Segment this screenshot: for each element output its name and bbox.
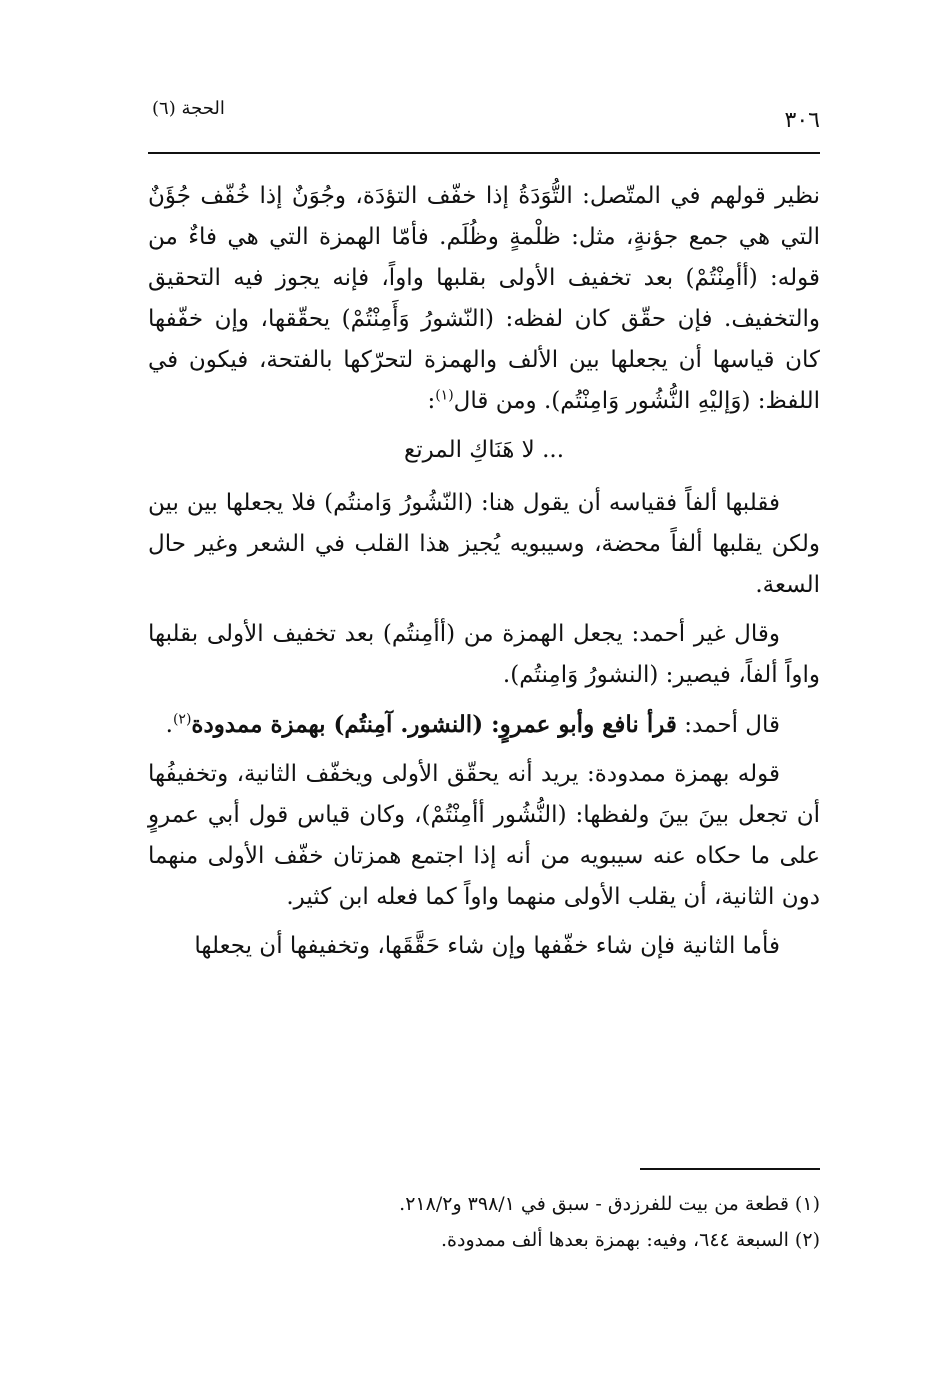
footnote-2: (٢) السبعة ٦٤٤، وفيه: بهمزة بعدها ألف ممدودة. (441, 1229, 820, 1251)
paragraph-4-bold: قرأ نافع وأبو عمروٍ: (النشور. آمِنتُم) بهمزة ممدودة (191, 711, 677, 738)
paragraph-6: فأما الثانية فإن شاء خفّفها وإن شاء حَقَّقَها، وتخفيفها أن يجعلها (194, 933, 780, 959)
footnote-rule (640, 1168, 820, 1170)
footnote-ref-1: (١) (435, 387, 454, 404)
footnotes (148, 1186, 820, 1258)
paragraph-3: وقال غير أحمد: يجعل الهمزة من (أأمِنتُم) بعد تخفيف الأولى بقلبها واواً ألفاً، فيصير: (النشورُ وَامِنتُم). (148, 621, 820, 688)
header-title: الحجة (٦) (152, 98, 225, 119)
footnote-1: (١) قطعة من بيت للفرزدق - سبق في ٣٩٨/١ و٢١٨/٢. (399, 1193, 820, 1215)
footnote-ref-2: (٢) (172, 711, 192, 728)
paragraph-1-end: : (427, 388, 436, 414)
paragraph-5: قوله بهمزة ممدودة: يريد أنه يحقّق الأولى ويخفّف الثانية، وتخفيفُها أن تجعل بينَ بينَ ولفظها: (النُّشُور أأمِنْتُمْ)، وكان قياس قول أبي عمروٍ على ما حكاه عنه سيبويه من أنه إذا اجتمع همزتان خفّف الأولى منهما دون الثانية، أن يقلب الأولى منهما واواً كما فعله ابن كثير. (148, 761, 820, 910)
main-text (148, 176, 820, 975)
verse-quote: ... لا هَنَاكِ المرتع (403, 437, 565, 463)
paragraph-4-end: . (165, 712, 173, 738)
paragraph-2: فقلبها ألفاً فقياسه أن يقول هنا: (النّشُورُ وَامنتُم) فلا يجعلها بين بين ولكن يقلبها ألفاً محضة، وسيبويه يُجيز هذا القلب في الشعر وغير حال السعة. (148, 490, 820, 598)
header-rule (148, 152, 820, 154)
running-head (140, 94, 820, 134)
paragraph-4-lead: قال أحمد: (684, 712, 780, 738)
page-number: ٣٠٦ (784, 108, 820, 133)
paragraph-4 (148, 704, 820, 746)
paragraph-1-text: نظير قولهم في المتّصل: التُّوَدَةُ إذا خفّف التؤدَة، وجُوَنٌ إذا خُفّف جُؤَنٌ التي هي جمع جؤنةٍ، مثل: ظلْمةٍ وظُلَم. فأمّا الهمزة التي هي فاءٌ من قوله: (أأمِنْتُمْ) بعد تخفيف الأولى بقلبها واواً، فإنه يجوز فيه التحقيق والتخفيف. فإن حقّق كان لفظه: (النّشورُ وَأَمِنْتُمْ) يحقّقها، وإن خفّفها كان قياسها أن يجعلها بين الألف والهمزة لتحرّكها بالفتحة، فيكون في اللفظ: (وَإليْهِ النُّشُور وَامِنْتُم). ومن قال (148, 183, 820, 414)
paragraph-1 (148, 176, 820, 422)
